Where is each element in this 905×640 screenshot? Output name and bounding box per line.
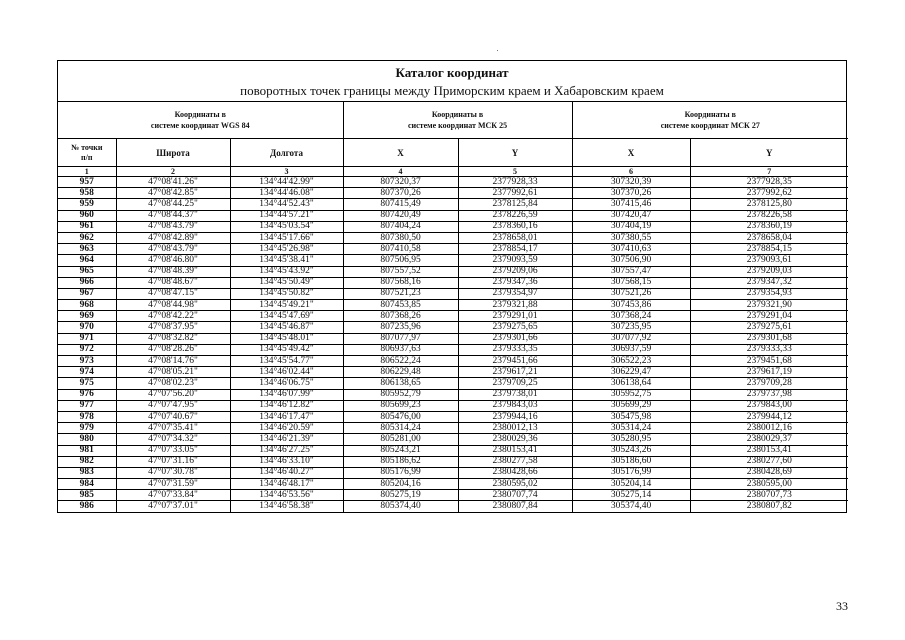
- cell-longitude: 134°46'02.44": [230, 367, 343, 378]
- cell-x-msk25: 807420,49: [343, 210, 458, 221]
- cell-latitude: 47°08'02.23": [116, 378, 230, 389]
- cell-longitude: 134°45'03.54": [230, 221, 343, 232]
- cell-y-msk25: 2379275,65: [458, 322, 572, 333]
- cell-x-msk27: 305186,60: [572, 456, 690, 467]
- group-header-wgs84: Координаты в системе координат WGS 84: [58, 102, 343, 139]
- cell-x-msk25: 805176,99: [343, 467, 458, 478]
- column-index: 2: [116, 167, 230, 177]
- column-index: 6: [572, 167, 690, 177]
- cell-longitude: 134°45'17.66": [230, 232, 343, 243]
- group-header-msk27: Координаты в системе координат МСК 27: [572, 102, 848, 139]
- table-row: [58, 300, 848, 311]
- cell-y-msk27: 2380595,00: [690, 479, 848, 490]
- cell-y-msk27: 2380029,37: [690, 434, 848, 445]
- cell-y-msk25: 2378658,01: [458, 232, 572, 243]
- cell-y-msk25: 2378360,16: [458, 221, 572, 232]
- cell-point-number: 983: [58, 467, 116, 478]
- column-header-latitude: Широта: [116, 139, 230, 167]
- cell-y-msk27: 2379275,61: [690, 322, 848, 333]
- cell-y-msk25: 2378854,17: [458, 244, 572, 255]
- cell-y-msk25: 2378125,84: [458, 199, 572, 210]
- cell-x-msk27: 307521,26: [572, 288, 690, 299]
- cell-point-number: 969: [58, 311, 116, 322]
- cell-y-msk27: 2379301,68: [690, 333, 848, 344]
- table-row: [58, 333, 848, 344]
- cell-y-msk27: 2379843,00: [690, 400, 848, 411]
- cell-y-msk27: 2379709,28: [690, 378, 848, 389]
- table-row: [58, 479, 848, 490]
- cell-point-number: 979: [58, 423, 116, 434]
- cell-latitude: 47°07'47.95": [116, 400, 230, 411]
- cell-x-msk27: 306937,59: [572, 344, 690, 355]
- table-row: [58, 400, 848, 411]
- cell-latitude: 47°08'32.82": [116, 333, 230, 344]
- cell-x-msk27: 306522,23: [572, 356, 690, 367]
- cell-y-msk27: 2379321,90: [690, 300, 848, 311]
- table-row: [58, 255, 848, 266]
- cell-latitude: 47°08'42.85": [116, 188, 230, 199]
- cell-x-msk27: 305280,95: [572, 434, 690, 445]
- cell-y-msk25: 2379093,59: [458, 255, 572, 266]
- cell-longitude: 134°44'52.43": [230, 199, 343, 210]
- cell-y-msk25: 2380595,02: [458, 479, 572, 490]
- cell-longitude: 134°44'42.99": [230, 177, 343, 188]
- cell-x-msk27: 305204,14: [572, 479, 690, 490]
- cell-x-msk27: 307404,19: [572, 221, 690, 232]
- cell-x-msk27: 307557,47: [572, 266, 690, 277]
- cell-x-msk25: 806138,65: [343, 378, 458, 389]
- cell-point-number: 961: [58, 221, 116, 232]
- cell-latitude: 47°08'44.25": [116, 199, 230, 210]
- cell-point-number: 986: [58, 501, 116, 512]
- cell-x-msk27: 305952,75: [572, 389, 690, 400]
- cell-x-msk27: 305475,98: [572, 411, 690, 422]
- cell-x-msk25: 806937,63: [343, 344, 458, 355]
- cell-x-msk25: 805204,16: [343, 479, 458, 490]
- cell-point-number: 973: [58, 356, 116, 367]
- cell-y-msk25: 2379333,35: [458, 344, 572, 355]
- table-row: [58, 210, 848, 221]
- table-body: [58, 177, 848, 512]
- cell-longitude: 134°44'57.21": [230, 210, 343, 221]
- cell-latitude: 47°07'34.32": [116, 434, 230, 445]
- cell-longitude: 134°45'54.77": [230, 356, 343, 367]
- cell-x-msk25: 805281,00: [343, 434, 458, 445]
- scan-mark: [497, 50, 498, 51]
- cell-y-msk25: 2378226,59: [458, 210, 572, 221]
- table-row: [58, 467, 848, 478]
- table-row: [58, 411, 848, 422]
- cell-point-number: 966: [58, 277, 116, 288]
- cell-y-msk25: 2380807,84: [458, 501, 572, 512]
- column-index: 5: [458, 167, 572, 177]
- cell-x-msk27: 306138,64: [572, 378, 690, 389]
- cell-point-number: 965: [58, 266, 116, 277]
- table-subtitle: поворотных точек границы между Приморским краем и Хабаровским краем: [240, 83, 664, 98]
- cell-point-number: 982: [58, 456, 116, 467]
- cell-x-msk27: 305176,99: [572, 467, 690, 478]
- cell-y-msk27: 2377928,35: [690, 177, 848, 188]
- cell-longitude: 134°46'33.10": [230, 456, 343, 467]
- table-row: [58, 501, 848, 512]
- cell-point-number: 984: [58, 479, 116, 490]
- cell-y-msk25: 2379944,16: [458, 411, 572, 422]
- cell-point-number: 963: [58, 244, 116, 255]
- cell-longitude: 134°45'47.69": [230, 311, 343, 322]
- cell-point-number: 975: [58, 378, 116, 389]
- cell-y-msk27: 2379617,19: [690, 367, 848, 378]
- cell-x-msk27: 307453,86: [572, 300, 690, 311]
- cell-latitude: 47°08'44.98": [116, 300, 230, 311]
- table-title-block: [58, 61, 846, 102]
- cell-x-msk27: 307370,26: [572, 188, 690, 199]
- cell-latitude: 47°07'35.41": [116, 423, 230, 434]
- table-row: [58, 288, 848, 299]
- cell-point-number: 968: [58, 300, 116, 311]
- cell-x-msk27: 305314,24: [572, 423, 690, 434]
- table-row: [58, 378, 848, 389]
- cell-y-msk27: 2378360,19: [690, 221, 848, 232]
- cell-y-msk25: 2377928,33: [458, 177, 572, 188]
- table-row: [58, 445, 848, 456]
- table-row: [58, 322, 848, 333]
- cell-y-msk25: 2379321,88: [458, 300, 572, 311]
- group-header-msk25: Координаты в системе координат МСК 25: [343, 102, 572, 139]
- cell-longitude: 134°45'26.98": [230, 244, 343, 255]
- cell-longitude: 134°45'50.49": [230, 277, 343, 288]
- cell-x-msk25: 807368,26: [343, 311, 458, 322]
- cell-x-msk25: 807404,24: [343, 221, 458, 232]
- cell-point-number: 981: [58, 445, 116, 456]
- cell-latitude: 47°07'31.16": [116, 456, 230, 467]
- cell-x-msk25: 807453,85: [343, 300, 458, 311]
- cell-y-msk27: 2380707,73: [690, 490, 848, 501]
- cell-latitude: 47°08'14.76": [116, 356, 230, 367]
- column-index-row: [58, 167, 848, 177]
- cell-y-msk25: 2379301,66: [458, 333, 572, 344]
- cell-point-number: 972: [58, 344, 116, 355]
- cell-y-msk27: 2379944,12: [690, 411, 848, 422]
- cell-x-msk25: 805952,79: [343, 389, 458, 400]
- cell-x-msk25: 807410,58: [343, 244, 458, 255]
- cell-latitude: 47°08'05.21": [116, 367, 230, 378]
- cell-longitude: 134°46'20.59": [230, 423, 343, 434]
- table-row: [58, 367, 848, 378]
- cell-y-msk25: 2380029,36: [458, 434, 572, 445]
- cell-longitude: 134°46'17.47": [230, 411, 343, 422]
- cell-x-msk25: 807077,97: [343, 333, 458, 344]
- cell-x-msk25: 807415,49: [343, 199, 458, 210]
- cell-x-msk25: 807568,16: [343, 277, 458, 288]
- cell-latitude: 47°08'46.80": [116, 255, 230, 266]
- table-row: [58, 277, 848, 288]
- cell-latitude: 47°08'43.79": [116, 244, 230, 255]
- cell-y-msk27: 2379209,03: [690, 266, 848, 277]
- cell-y-msk27: 2378125,80: [690, 199, 848, 210]
- cell-x-msk25: 805374,40: [343, 501, 458, 512]
- column-header-x-msk25: X: [343, 139, 458, 167]
- cell-point-number: 974: [58, 367, 116, 378]
- table-row: [58, 490, 848, 501]
- cell-x-msk27: 307380,55: [572, 232, 690, 243]
- cell-point-number: 959: [58, 199, 116, 210]
- table-row: [58, 199, 848, 210]
- cell-y-msk25: 2377992,61: [458, 188, 572, 199]
- cell-longitude: 134°46'48.17": [230, 479, 343, 490]
- column-index: 4: [343, 167, 458, 177]
- cell-x-msk27: 307077,92: [572, 333, 690, 344]
- cell-y-msk27: 2378658,04: [690, 232, 848, 243]
- cell-latitude: 47°07'30.78": [116, 467, 230, 478]
- cell-latitude: 47°08'47.15": [116, 288, 230, 299]
- table-row: [58, 177, 848, 188]
- cell-point-number: 976: [58, 389, 116, 400]
- cell-x-msk27: 307420,47: [572, 210, 690, 221]
- table-row: [58, 266, 848, 277]
- cell-x-msk25: 807521,23: [343, 288, 458, 299]
- cell-latitude: 47°08'42.89": [116, 232, 230, 243]
- cell-x-msk27: 307568,15: [572, 277, 690, 288]
- table-row: [58, 188, 848, 199]
- cell-latitude: 47°08'48.67": [116, 277, 230, 288]
- table-row: [58, 389, 848, 400]
- column-header-longitude: Долгота: [230, 139, 343, 167]
- column-header-point-number: № точки п/п: [58, 139, 116, 167]
- cell-longitude: 134°46'27.25": [230, 445, 343, 456]
- table-row: [58, 344, 848, 355]
- cell-x-msk27: 307415,46: [572, 199, 690, 210]
- cell-x-msk25: 805275,19: [343, 490, 458, 501]
- cell-y-msk27: 2379347,32: [690, 277, 848, 288]
- cell-point-number: 985: [58, 490, 116, 501]
- cell-x-msk25: 805314,24: [343, 423, 458, 434]
- cell-latitude: 47°07'31.59": [116, 479, 230, 490]
- cell-y-msk27: 2379737,98: [690, 389, 848, 400]
- cell-longitude: 134°45'38.41": [230, 255, 343, 266]
- coordinates-table: [58, 102, 848, 512]
- cell-x-msk25: 807506,95: [343, 255, 458, 266]
- cell-y-msk25: 2380428,66: [458, 467, 572, 478]
- cell-y-msk27: 2377992,62: [690, 188, 848, 199]
- cell-y-msk27: 2379354,93: [690, 288, 848, 299]
- cell-longitude: 134°46'06.75": [230, 378, 343, 389]
- cell-x-msk25: 805476,00: [343, 411, 458, 422]
- cell-longitude: 134°45'43.92": [230, 266, 343, 277]
- table-row: [58, 311, 848, 322]
- cell-y-msk25: 2380277,58: [458, 456, 572, 467]
- cell-y-msk25: 2379209,06: [458, 266, 572, 277]
- cell-y-msk25: 2380153,41: [458, 445, 572, 456]
- cell-point-number: 971: [58, 333, 116, 344]
- cell-x-msk25: 807380,50: [343, 232, 458, 243]
- column-header-y-msk25: Y: [458, 139, 572, 167]
- cell-longitude: 134°45'49.21": [230, 300, 343, 311]
- cell-y-msk27: 2380153,41: [690, 445, 848, 456]
- cell-y-msk27: 2380277,60: [690, 456, 848, 467]
- cell-x-msk27: 307235,95: [572, 322, 690, 333]
- cell-x-msk25: 805243,21: [343, 445, 458, 456]
- cell-x-msk25: 805186,62: [343, 456, 458, 467]
- cell-y-msk27: 2379451,68: [690, 356, 848, 367]
- cell-longitude: 134°46'12.82": [230, 400, 343, 411]
- cell-point-number: 962: [58, 232, 116, 243]
- cell-longitude: 134°46'07.99": [230, 389, 343, 400]
- cell-latitude: 47°08'43.79": [116, 221, 230, 232]
- cell-point-number: 964: [58, 255, 116, 266]
- cell-latitude: 47°07'40.67": [116, 411, 230, 422]
- cell-latitude: 47°08'37.95": [116, 322, 230, 333]
- cell-y-msk27: 2379093,61: [690, 255, 848, 266]
- cell-point-number: 970: [58, 322, 116, 333]
- cell-y-msk25: 2380707,74: [458, 490, 572, 501]
- cell-point-number: 978: [58, 411, 116, 422]
- column-header-y-msk27: Y: [690, 139, 848, 167]
- cell-point-number: 977: [58, 400, 116, 411]
- cell-y-msk25: 2379843,03: [458, 400, 572, 411]
- column-header-x-msk27: X: [572, 139, 690, 167]
- cell-longitude: 134°46'53.56": [230, 490, 343, 501]
- cell-longitude: 134°45'48.01": [230, 333, 343, 344]
- cell-x-msk27: 307320,39: [572, 177, 690, 188]
- cell-longitude: 134°46'58.38": [230, 501, 343, 512]
- cell-x-msk25: 807320,37: [343, 177, 458, 188]
- cell-point-number: 967: [58, 288, 116, 299]
- table-row: [58, 456, 848, 467]
- cell-y-msk25: 2379617,21: [458, 367, 572, 378]
- cell-y-msk27: 2380428,69: [690, 467, 848, 478]
- cell-longitude: 134°44'46.08": [230, 188, 343, 199]
- cell-latitude: 47°07'37.01": [116, 501, 230, 512]
- table-row: [58, 356, 848, 367]
- cell-x-msk27: 307410,63: [572, 244, 690, 255]
- cell-x-msk27: 305699,29: [572, 400, 690, 411]
- cell-y-msk25: 2379347,36: [458, 277, 572, 288]
- cell-x-msk27: 307368,24: [572, 311, 690, 322]
- cell-latitude: 47°08'44.37": [116, 210, 230, 221]
- cell-y-msk25: 2379291,01: [458, 311, 572, 322]
- cell-y-msk27: 2380012,16: [690, 423, 848, 434]
- cell-y-msk27: 2379291,04: [690, 311, 848, 322]
- cell-x-msk25: 807370,26: [343, 188, 458, 199]
- cell-y-msk27: 2379333,33: [690, 344, 848, 355]
- cell-longitude: 134°46'21.39": [230, 434, 343, 445]
- cell-point-number: 957: [58, 177, 116, 188]
- table-title: Каталог координат: [395, 65, 509, 80]
- cell-y-msk25: 2379451,66: [458, 356, 572, 367]
- table-row: [58, 232, 848, 243]
- cell-y-msk25: 2379709,25: [458, 378, 572, 389]
- cell-y-msk25: 2380012,13: [458, 423, 572, 434]
- cell-latitude: 47°08'28.26": [116, 344, 230, 355]
- cell-latitude: 47°07'56.20": [116, 389, 230, 400]
- cell-x-msk27: 305243,26: [572, 445, 690, 456]
- table-row: [58, 244, 848, 255]
- column-index: 7: [690, 167, 848, 177]
- cell-point-number: 960: [58, 210, 116, 221]
- cell-y-msk27: 2380807,82: [690, 501, 848, 512]
- cell-x-msk25: 805699,23: [343, 400, 458, 411]
- page-number: 33: [836, 599, 848, 613]
- cell-x-msk27: 305275,14: [572, 490, 690, 501]
- table-row: [58, 434, 848, 445]
- cell-point-number: 958: [58, 188, 116, 199]
- cell-x-msk27: 305374,40: [572, 501, 690, 512]
- column-index: 3: [230, 167, 343, 177]
- cell-longitude: 134°46'40.27": [230, 467, 343, 478]
- cell-latitude: 47°08'42.22": [116, 311, 230, 322]
- cell-x-msk27: 307506,90: [572, 255, 690, 266]
- cell-x-msk25: 806229,48: [343, 367, 458, 378]
- cell-latitude: 47°07'33.84": [116, 490, 230, 501]
- cell-latitude: 47°08'41.26": [116, 177, 230, 188]
- cell-latitude: 47°07'33.05": [116, 445, 230, 456]
- cell-y-msk25: 2379738,01: [458, 389, 572, 400]
- cell-y-msk27: 2378226,58: [690, 210, 848, 221]
- cell-longitude: 134°45'49.42": [230, 344, 343, 355]
- column-index: 1: [58, 167, 116, 177]
- cell-longitude: 134°45'46.87": [230, 322, 343, 333]
- table-row: [58, 221, 848, 232]
- cell-x-msk27: 306229,47: [572, 367, 690, 378]
- cell-latitude: 47°08'48.39": [116, 266, 230, 277]
- cell-x-msk25: 806522,24: [343, 356, 458, 367]
- cell-y-msk25: 2379354,97: [458, 288, 572, 299]
- cell-longitude: 134°45'50.82": [230, 288, 343, 299]
- cell-x-msk25: 807557,52: [343, 266, 458, 277]
- cell-point-number: 980: [58, 434, 116, 445]
- table-row: [58, 423, 848, 434]
- cell-x-msk25: 807235,96: [343, 322, 458, 333]
- cell-y-msk27: 2378854,15: [690, 244, 848, 255]
- coordinate-catalog-table: [57, 60, 847, 513]
